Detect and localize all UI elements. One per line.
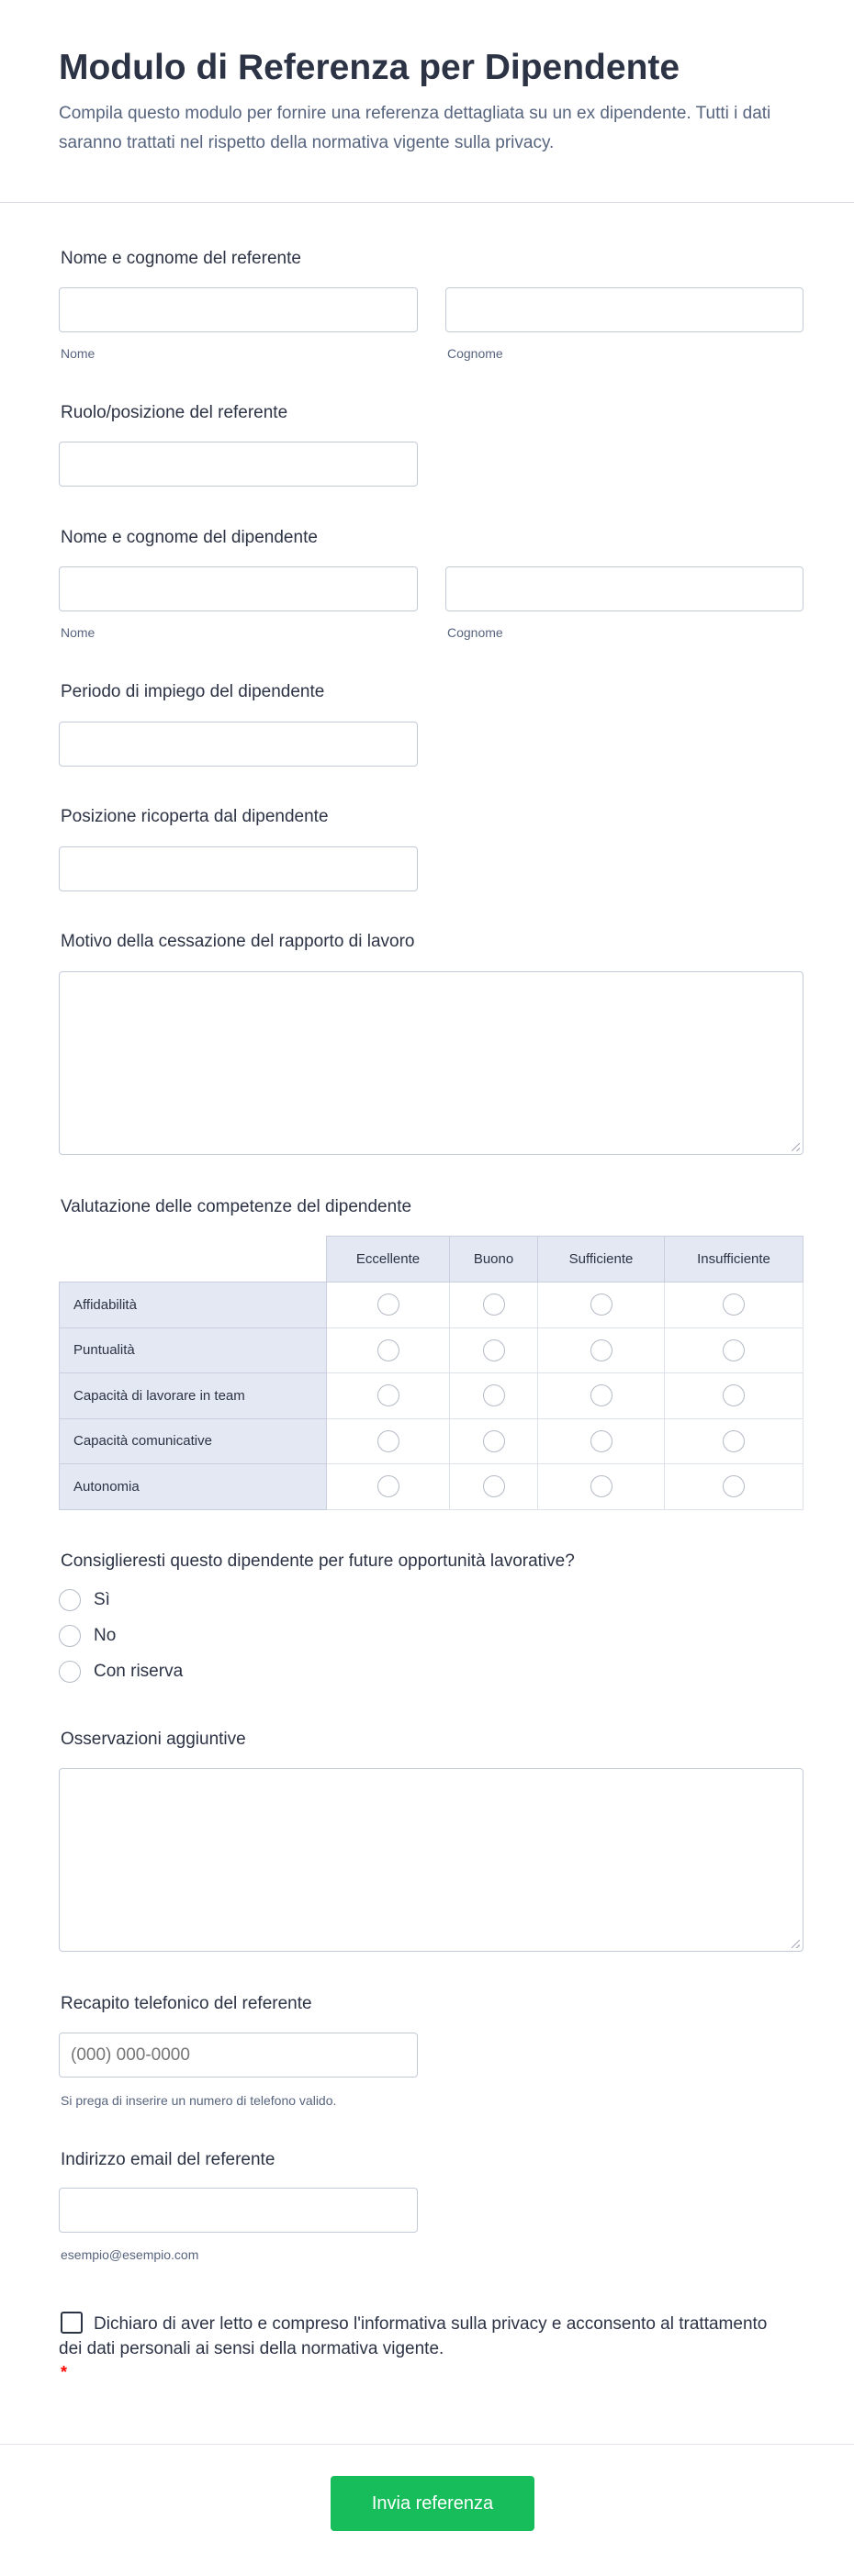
radio-button[interactable] — [59, 1625, 81, 1647]
rating-row — [60, 1418, 803, 1464]
page-title: Modulo di Referenza per Dipendente — [59, 48, 680, 87]
rating-row-label: Puntualità — [60, 1327, 327, 1373]
rating-label: Valutazione delle competenze del dipendente — [61, 1197, 412, 1216]
radio-button[interactable] — [723, 1384, 745, 1406]
employee-last-name-input[interactable] — [445, 566, 803, 611]
rating-cell — [450, 1418, 538, 1464]
referee-last-name-sublabel: Cognome — [447, 346, 503, 361]
radio-button[interactable] — [483, 1430, 505, 1452]
referee-last-name-input[interactable] — [445, 287, 803, 332]
recommend-label: Consiglieresti questo dipendente per future opportunità lavorative? — [61, 1551, 575, 1571]
rating-cell — [538, 1282, 665, 1328]
radio-button[interactable] — [590, 1475, 612, 1497]
radio-button[interactable] — [723, 1430, 745, 1452]
radio-button[interactable] — [590, 1294, 612, 1316]
radio-button[interactable] — [59, 1661, 81, 1683]
rating-cell — [450, 1464, 538, 1510]
radio-button[interactable] — [590, 1339, 612, 1361]
radio-button[interactable] — [377, 1475, 399, 1497]
resize-grip-icon[interactable] — [792, 1143, 800, 1151]
consent-text: Dichiaro di aver letto e compreso l'informativa sulla privacy e acconsento al trattamento dei dati personali ai sensi della normativa vigente. — [59, 2314, 768, 2358]
rating-cell — [665, 1373, 803, 1419]
radio-button[interactable] — [723, 1339, 745, 1361]
consent-checkbox[interactable] — [61, 2312, 83, 2334]
rating-cell — [450, 1373, 538, 1419]
radio-button[interactable] — [723, 1475, 745, 1497]
position-input[interactable] — [59, 846, 418, 891]
rating-cell — [538, 1327, 665, 1373]
rating-cell — [327, 1418, 450, 1464]
position-label: Posizione ricoperta dal dipendente — [61, 807, 329, 826]
rating-cell — [327, 1373, 450, 1419]
rating-row — [60, 1373, 803, 1419]
employee-first-name-input[interactable] — [59, 566, 418, 611]
reason-textarea[interactable] — [59, 971, 803, 1155]
employee-first-name-sublabel: Nome — [61, 625, 96, 640]
recommend-option-yes[interactable]: Sì — [59, 1589, 110, 1611]
rating-cell — [450, 1327, 538, 1373]
rating-cell — [665, 1464, 803, 1510]
referee-name-label: Nome e cognome del referente — [61, 249, 301, 268]
page-subtitle: Compila questo modulo per fornire una referenza dettagliata su un ex dipendente. Tutti i dati saranno trattati nel rispetto della normativa vigente sulla privacy. — [59, 104, 771, 152]
referee-first-name-input[interactable] — [59, 287, 418, 332]
rating-cell — [327, 1327, 450, 1373]
radio-button[interactable] — [590, 1430, 612, 1452]
phone-label: Recapito telefonico del referente — [61, 1994, 312, 2013]
rating-cell — [665, 1418, 803, 1464]
referee-role-input[interactable] — [59, 442, 418, 487]
recommend-option-reserved[interactable]: Con riserva — [59, 1661, 183, 1683]
rating-row-label: Capacità di lavorare in team — [60, 1373, 327, 1419]
rating-cell — [665, 1327, 803, 1373]
referee-role-label: Ruolo/posizione del referente — [61, 403, 288, 422]
rating-row-label: Capacità comunicative — [60, 1418, 327, 1464]
radio-button[interactable] — [483, 1294, 505, 1316]
rating-row-label: Affidabilità — [60, 1282, 327, 1328]
submit-button[interactable]: Invia referenza — [331, 2476, 534, 2531]
rating-row — [60, 1282, 803, 1328]
phone-hint: Si prega di inserire un numero di telefono valido. — [61, 2093, 337, 2108]
radio-button[interactable] — [723, 1294, 745, 1316]
radio-button[interactable] — [590, 1384, 612, 1406]
divider — [0, 2444, 854, 2445]
rating-column-header: Insufficiente — [665, 1237, 803, 1282]
rating-column-header: Buono — [450, 1237, 538, 1282]
rating-cell — [327, 1464, 450, 1510]
divider — [0, 202, 854, 203]
radio-button[interactable] — [377, 1294, 399, 1316]
radio-button[interactable] — [483, 1384, 505, 1406]
period-label: Periodo di impiego del dipendente — [61, 682, 325, 701]
referee-first-name-sublabel: Nome — [61, 346, 96, 361]
radio-button[interactable] — [377, 1384, 399, 1406]
notes-textarea[interactable] — [59, 1768, 803, 1952]
rating-cell — [450, 1282, 538, 1328]
rating-row — [60, 1327, 803, 1373]
employee-last-name-sublabel: Cognome — [447, 625, 503, 640]
radio-button[interactable] — [59, 1589, 81, 1611]
rating-row-label: Autonomia — [60, 1464, 327, 1510]
radio-button[interactable] — [483, 1475, 505, 1497]
email-input[interactable] — [59, 2188, 418, 2233]
rating-cell — [665, 1282, 803, 1328]
rating-cell — [538, 1418, 665, 1464]
notes-label: Osservazioni aggiuntive — [61, 1730, 246, 1749]
reason-label: Motivo della cessazione del rapporto di lavoro — [61, 932, 415, 951]
rating-row — [60, 1464, 803, 1510]
email-label: Indirizzo email del referente — [61, 2150, 275, 2169]
rating-cell — [538, 1464, 665, 1510]
phone-input[interactable] — [59, 2033, 418, 2078]
radio-button[interactable] — [377, 1430, 399, 1452]
required-asterisk: * — [61, 2363, 68, 2381]
radio-button[interactable] — [483, 1339, 505, 1361]
employee-name-label: Nome e cognome del dipendente — [61, 528, 318, 547]
rating-column-header: Eccellente — [327, 1237, 450, 1282]
rating-cell — [327, 1282, 450, 1328]
recommend-option-no[interactable]: No — [59, 1625, 116, 1647]
email-hint: esempio@esempio.com — [61, 2247, 199, 2262]
resize-grip-icon[interactable] — [792, 1940, 800, 1948]
period-input[interactable] — [59, 722, 418, 767]
rating-cell — [538, 1373, 665, 1419]
radio-button[interactable] — [377, 1339, 399, 1361]
rating-matrix — [59, 1236, 803, 1510]
rating-column-header: Sufficiente — [538, 1237, 665, 1282]
